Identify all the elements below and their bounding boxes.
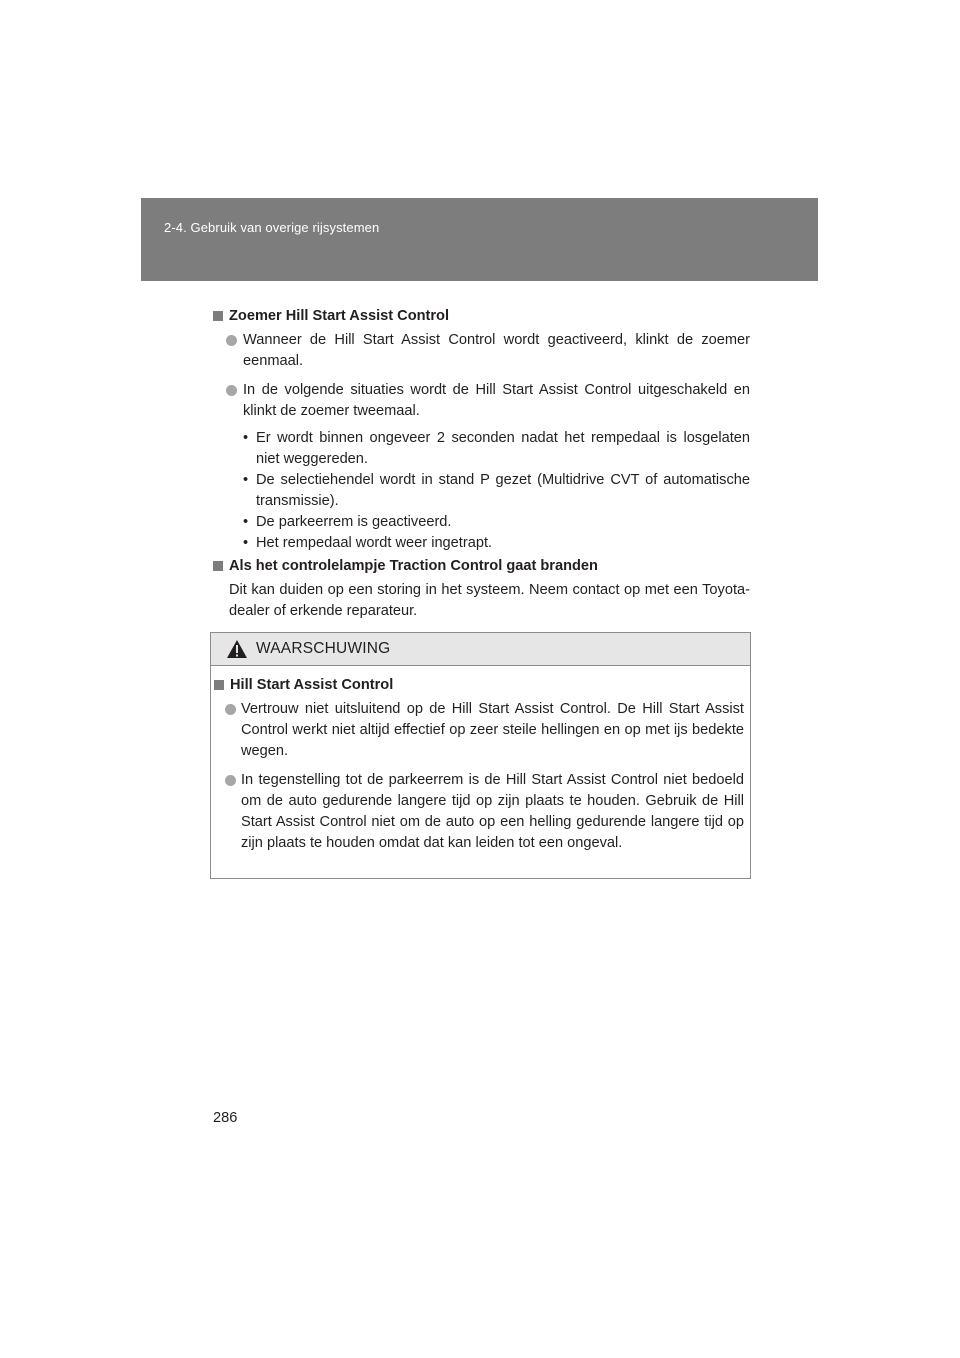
square-bullet-icon: [213, 311, 223, 321]
warning-header: [211, 633, 750, 666]
dot-bullet-icon: •: [243, 514, 249, 530]
circle-bullet-icon: [226, 385, 237, 396]
warning-heading: Hill Start Assist Control: [214, 675, 744, 696]
warning-title: WAARSCHUWING: [256, 640, 391, 657]
section-heading-zoemer: [213, 306, 750, 327]
circle-bullet-icon: [226, 335, 237, 346]
list-item: Wanneer de Hill Start Assist Control wordt geactiveerd, klinkt de zoemer eenmaal.: [213, 330, 750, 372]
square-bullet-icon: [214, 680, 224, 690]
section-heading-traction: [213, 556, 750, 577]
heading-text: Als het controlelampje Traction Control gaat branden: [229, 558, 598, 574]
dot-bullet-icon: •: [243, 535, 249, 551]
warning-triangle-icon: [226, 639, 248, 659]
sub-bullet-item: • Het rempedaal wordt weer ingetrapt.: [213, 533, 750, 554]
dot-bullet-icon: •: [243, 472, 249, 488]
list-item: Vertrouw niet uitsluitend op de Hill Start Assist Control. De Hill Start Assist Control werkt niet altijd effectief op zeer steile hellingen en op met ijs bedekte wegen.: [214, 699, 744, 762]
sub-bullet-item: • Er wordt binnen ongeveer 2 seconden nadat het rempedaal is losgelaten niet weggereden.: [243, 430, 750, 467]
sub-bullet-item: • De selectiehendel wordt in stand P gezet (Multidrive CVT of automatische transmissie).: [243, 472, 750, 509]
circle-bullet-icon: [225, 704, 236, 715]
section-header-band: [141, 198, 818, 281]
warning-body: [214, 675, 744, 854]
list-item: In de volgende situaties wordt de Hill Start Assist Control uitgeschakeld en klinkt de zoemer tweemaal.: [213, 380, 750, 422]
list-item: In tegenstelling tot de parkeerrem is de Hill Start Assist Control niet bedoeld om de auto gedurende langere tijd op zijn plaats te houden. Gebruik de Hill Start Assist Control niet om de auto op een helling gedurende langere tijd op zijn plaats te houden omdat dat kan leiden tot een ongeval.: [214, 770, 744, 854]
sub-bullet-list: [213, 428, 750, 554]
paragraph: Dit kan duiden op een storing in het systeem. Neem contact op met een Toyota-dealer of erkende reparateur.: [229, 582, 750, 619]
square-bullet-icon: [213, 561, 223, 571]
warning-box: [210, 632, 751, 879]
circle-bullet-icon: [225, 775, 236, 786]
main-content: [213, 306, 750, 622]
heading-text: Zoemer Hill Start Assist Control: [229, 308, 450, 324]
section-title: 2-4. Gebruik van overige rijsystemen: [164, 220, 380, 235]
page-number: 286: [213, 1110, 238, 1126]
sub-bullet-item: • De parkeerrem is geactiveerd.: [213, 512, 750, 533]
dot-bullet-icon: •: [243, 430, 249, 446]
